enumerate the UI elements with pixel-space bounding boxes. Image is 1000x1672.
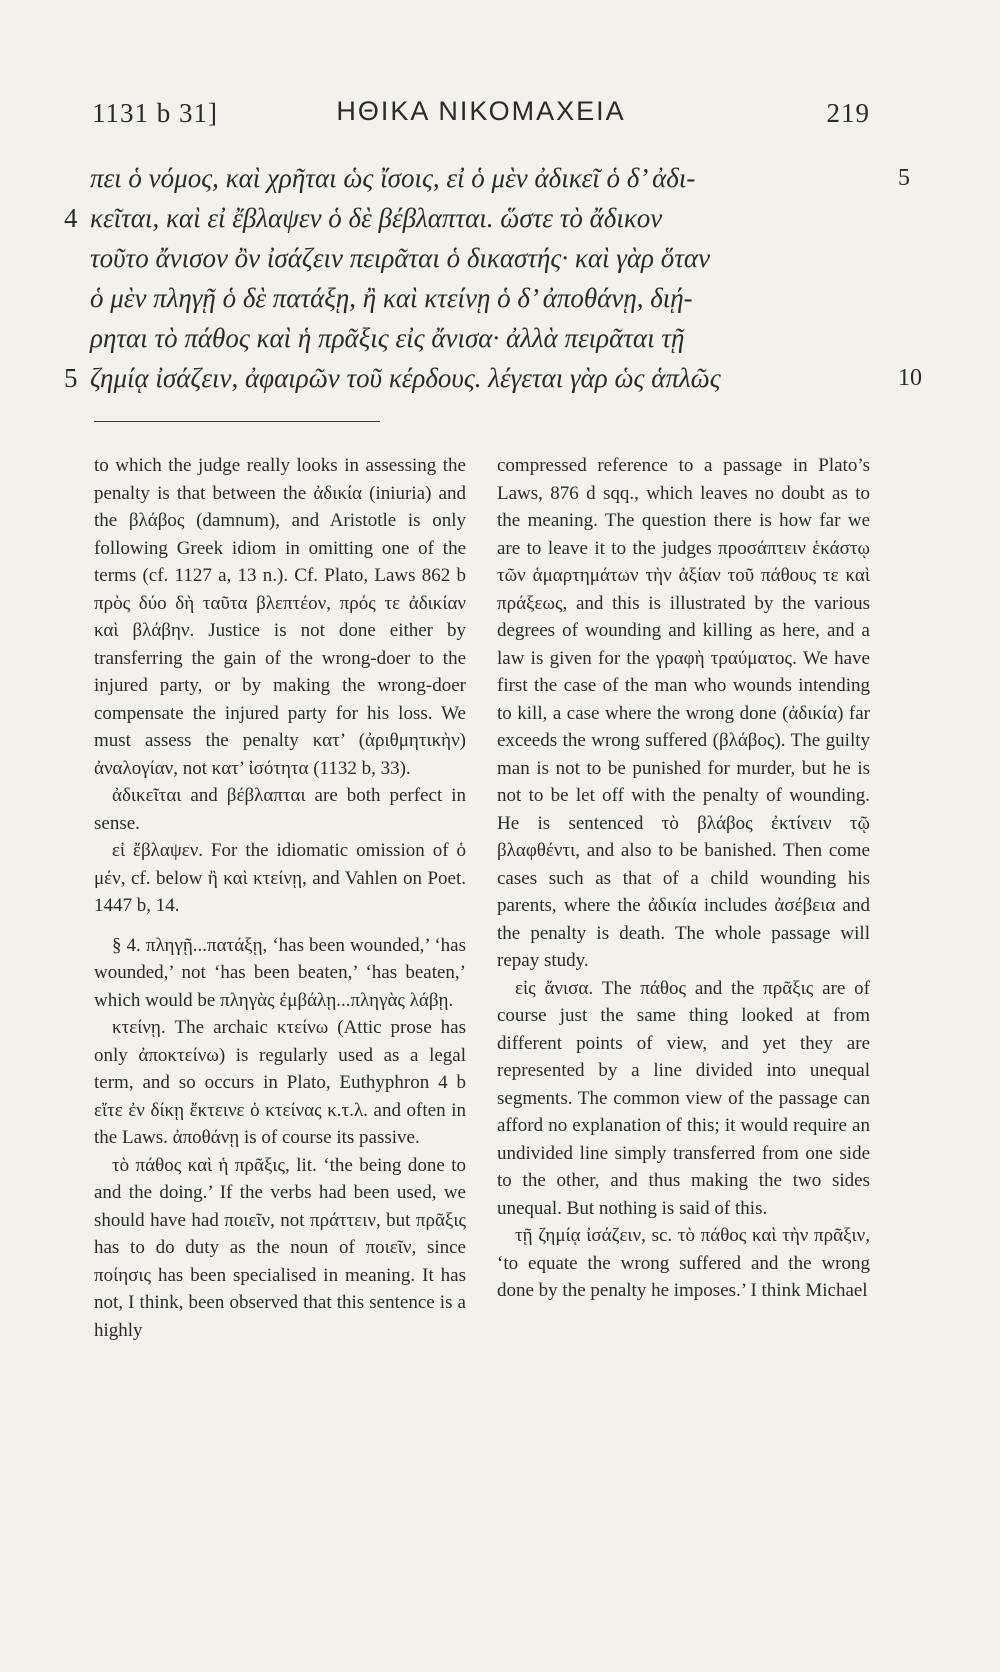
line-reference: 1131 b 31] bbox=[92, 98, 218, 128]
commentary-paragraph: compressed reference to a passage in Plato’s Laws, 876 d sqq., which leaves no doubt as to the meaning. The question there is how far we are to leave it to the judges προσάπτειν ἑκάστῳ τῶν ἁμαρτημάτων τὴν ἀξίαν τοῦ πάθους τε καὶ πράξεως, and this is illustrated by the various degrees of wounding and killing as here, and a law is given for the γραφὴ τραύματος. We have first the case of the man who wounds intending to kill, a case where the wrong done (ἀδικία) far exceeds the wrong suffered (βλάβος). The guilty man is not to be punished for murder, but he is not to be let off with the penalty of wounding. He is sentenced τὸ βλάβος ἐκτίνειν τῷ βλαφθέντι, and also to be banished. Then come cases such as that of a child wounding his parents, where the ἀδικία includes ἀσέβεια and the penalty is death. The whole passage will repay study. bbox=[497, 455, 870, 971]
commentary-column-left bbox=[94, 452, 466, 1344]
running-head bbox=[92, 96, 870, 136]
line-number: 5 bbox=[898, 165, 910, 191]
greek-line: ὁ μὲν πληγῇ ὁ δὲ πατάξῃ, ἢ καὶ κτείνῃ ὁ δ’ ἀποθάνῃ, διῄ- bbox=[90, 283, 693, 313]
text-line bbox=[60, 238, 910, 278]
text-line bbox=[60, 158, 910, 198]
greek-line: πει ὁ νόμος, καὶ χρῆται ὡς ἴσοις, εἰ ὁ μὲν ἀδικεῖ ὁ δ’ ἀδι- bbox=[90, 163, 696, 193]
greek-line: κεῖται, καὶ εἰ ἔβλαψεν ὁ δὲ βέβλαπται. ὥστε τὸ ἄδικον bbox=[90, 203, 663, 233]
greek-line: τοῦτο ἄνισον ὂν ἰσάζειν πειρᾶται ὁ δικαστής· καὶ γὰρ ὅταν bbox=[90, 243, 711, 273]
text-line bbox=[60, 318, 910, 358]
commentary-paragraph: τὸ πάθος καὶ ἡ πρᾶξις, lit. ‘the being done to and the doing.’ If the verbs had been used, we should have had ποιεῖν, not πράττειν, but πρᾶξις has to do duty as the noun of ποιεῖν, since ποίησις has been specialised in meaning. It has not, I think, been observed that this sentence is a highly bbox=[94, 1154, 466, 1341]
commentary-paragraph: § 4. πληγῇ...πατάξῃ, ‘has been wounded,’ ‘has wounded,’ not ‘has been beaten,’ ‘has beaten,’ which would be πληγὰς ἐμβάλῃ...πληγὰς λάβῃ. bbox=[94, 934, 466, 1011]
commentary-paragraph: εἰ ἔβλαψεν. For the idiomatic omission of ὁ μέν, cf. below ἢ καὶ κτείνῃ, and Vahlen on Poet. 1447 b, 14. bbox=[94, 840, 466, 916]
greek-main-text bbox=[60, 158, 922, 398]
section-number: 4 bbox=[64, 203, 78, 233]
commentary-paragraph: κτείνῃ. The archaic κτείνω (Attic prose has only ἀποκτείνω) is regularly used as a legal term, and so occurs in Plato, Euthyphron 4 b εἴτε ἐν δίκῃ ἔκτεινε ὁ κτείνας κ.τ.λ. and often in the Laws. ἀποθάνῃ is of course its passive. bbox=[94, 1017, 466, 1148]
text-line bbox=[60, 198, 910, 238]
book-title: ΗΘΙΚΑ ΝΙΚΟΜΑΧΕΙΑ bbox=[336, 96, 626, 126]
footnote-divider bbox=[94, 421, 380, 422]
commentary-paragraph: τῇ ζημίᾳ ἰσάζειν, sc. τὸ πάθος καὶ τὴν πρᾶξιν, ‘to equate the wrong suffered and the wrong done by the penalty he imposes.’ I think Michael bbox=[497, 1225, 870, 1301]
commentary-paragraph: ἀδικεῖται and βέβλαπται are both perfect in sense. bbox=[94, 785, 466, 834]
section-number: 5 bbox=[64, 363, 78, 393]
text-line bbox=[60, 278, 910, 318]
greek-line: ζημίᾳ ἰσάζειν, ἀφαιρῶν τοῦ κέρδους. λέγεται γὰρ ὡς ἁπλῶς bbox=[90, 363, 721, 393]
text-line bbox=[60, 358, 922, 398]
commentary-paragraph: εἰς ἄνισα. The πάθος and the πρᾶξις are of course just the same thing looked at from different points of view, and yet they are represented by a line divided into unequal segments. The common view of the passage can afford no explanation of this; it would require an undivided line simply transferred from one side to the other, and thus making the two sides unequal. But nothing is said of this. bbox=[497, 977, 870, 1219]
page-number: 219 bbox=[826, 98, 870, 128]
commentary-paragraph: to which the judge really looks in assessing the penalty is that between the ἀδικία (iniuria) and the βλάβος (damnum), and Aristotle is only following Greek idiom in omitting one of the terms (cf. 1127 a, 13 n.). Cf. Plato, Laws 862 b πρὸς δύο δὴ ταῦτα βλεπτέον, πρός τε ἀδικίαν καὶ βλάβην. Justice is not done either by transferring the gain of the wrong-doer to the injured party, or by making the wrong-doer compensate the injured party for his loss. We must assess the penalty κατ’ (ἀριθμητικὴν) ἀναλογίαν, not κατ’ ἰσότητα (1132 b, 33). bbox=[94, 455, 466, 779]
commentary-column-right bbox=[497, 452, 870, 1305]
greek-line: ρηται τὸ πάθος καὶ ἡ πρᾶξις εἰς ἄνισα· ἀλλὰ πειρᾶται τῇ bbox=[90, 323, 685, 353]
line-number: 10 bbox=[898, 365, 922, 391]
